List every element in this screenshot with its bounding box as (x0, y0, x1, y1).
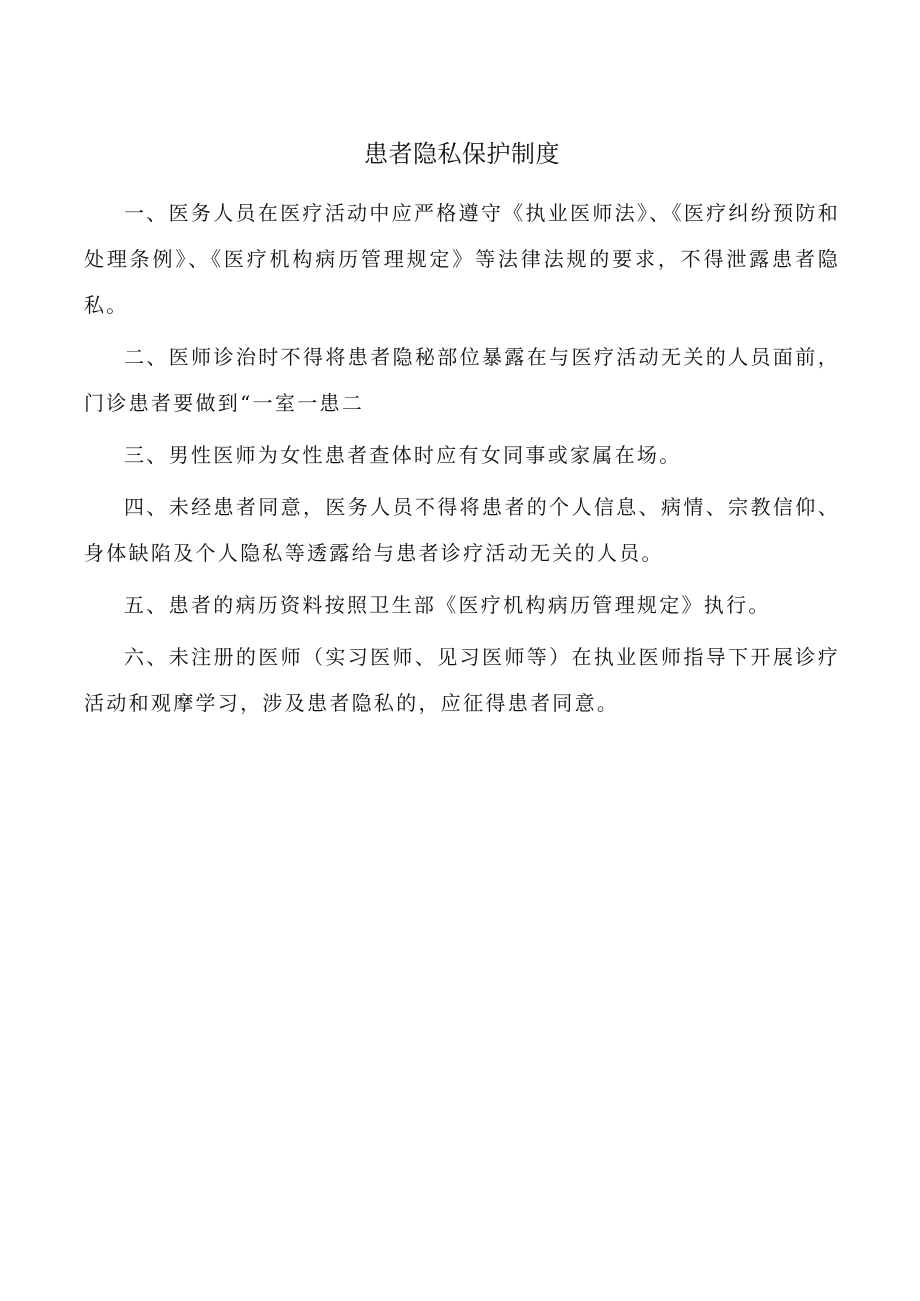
paragraph-4: 四、未经患者同意，医务人员不得将患者的个人信息、病情、宗教信仰、身体缺陷及个人隐私等透露给与患者诊疗活动无关的人员。 (84, 495, 840, 565)
paragraph-1: 一、医务人员在医疗活动中应严格遵守《执业医师法》、《医疗纠纷预防和处理条例》、《医疗机构病历管理规定》等法律法规的要求，不得泄露患者隐私。 (84, 201, 840, 317)
paragraph-3: 三、男性医师为女性患者查体时应有女同事或家属在场。 (124, 443, 682, 467)
paragraph-2: 二、医师诊治时不得将患者隐秘部位暴露在与医疗活动无关的人员面前，门诊患者要做到“一室一患二 (84, 345, 840, 415)
paragraph-6: 六、未注册的医师（实习医师、见习医师等）在执业医师指导下开展诊疗活动和观摩学习，涉及患者隐私的，应征得患者同意。 (84, 645, 840, 715)
document-title: 患者隐私保护制度 (364, 140, 560, 168)
paragraph-5: 五、患者的病历资料按照卫生部《医疗机构病历管理规定》执行。 (124, 593, 771, 617)
